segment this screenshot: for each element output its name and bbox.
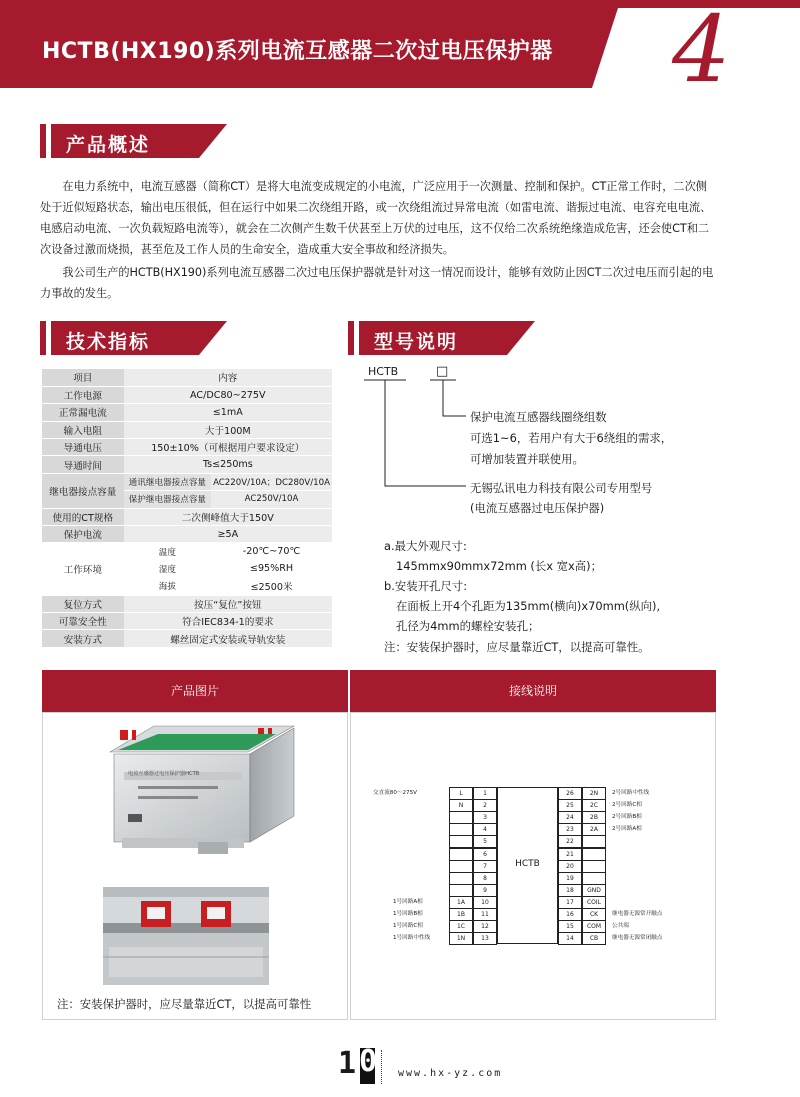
table-row: 海拔 ≤2500米 xyxy=(42,578,332,595)
note-b-label: b.安装开孔尺寸: xyxy=(384,579,468,593)
terminal-left-label xyxy=(449,835,473,848)
terminal-right-number: 19 xyxy=(558,872,582,885)
terminal-right-number: 26 xyxy=(558,787,582,800)
table-row: 保护电流 ≥5A xyxy=(42,526,332,543)
terminal-right-note: 2号回路A相 xyxy=(612,826,642,832)
terminal-left-number: 1 xyxy=(473,787,497,800)
terminal-right-label: COM xyxy=(582,920,606,933)
model-desc1-line2: 可选1~6，若用户有大于6绕组的需求， xyxy=(470,431,673,445)
terminal-right-number: 18 xyxy=(558,884,582,897)
product-photo-rail-mounted xyxy=(103,887,269,985)
spec-key: 项目 xyxy=(42,369,124,386)
terminal-left-number: 8 xyxy=(473,872,497,885)
terminal-right-note: 2号回路B相 xyxy=(612,814,642,820)
table-row: 湿度 ≤95%RH xyxy=(42,560,332,577)
terminal-right-label: CK xyxy=(582,908,606,921)
terminal-left-number: 3 xyxy=(473,811,497,824)
terminal-right-number: 22 xyxy=(558,835,582,848)
terminal-left-number: 6 xyxy=(473,848,497,861)
model-desc1-line1: 保护电流互感器线圈绕组数 xyxy=(470,410,607,424)
note-a-value: 145mmx90mmx72mm (长x 宽x高)； xyxy=(396,559,602,573)
note-c: 注：安装保护器时，应尽量靠近CT，以提高可靠性。 xyxy=(384,640,650,654)
product-caption: 注：安装保护器时，应尽量靠近CT，以提高可靠性 xyxy=(57,997,312,1011)
model-code: HCTB xyxy=(368,365,399,378)
terminal-right-label: 2C xyxy=(582,799,606,812)
terminal-right-note: 继电器无源常开触点 xyxy=(612,911,663,917)
table-row: 正常漏电流 ≤1mA xyxy=(42,404,332,421)
terminal-left-number: 12 xyxy=(473,920,497,933)
terminal-left-note: 1号回路A相 xyxy=(393,899,423,905)
terminal-center-label: HCTB xyxy=(515,859,540,869)
terminal-right-label: 2N xyxy=(582,787,606,800)
terminal-right-label: GND xyxy=(582,884,606,897)
terminal-right-number: 21 xyxy=(558,848,582,861)
section-specs-heading: 技术指标 xyxy=(40,321,240,355)
terminal-right-note: 继电器无源常闭触点 xyxy=(612,935,663,941)
terminal-left-number: 7 xyxy=(473,860,497,873)
terminal-right-note: 2号回路C相 xyxy=(612,802,642,808)
table-row: 使用的CT规格 二次侧峰值大于150V xyxy=(42,508,332,525)
chapter-number: 4 xyxy=(672,0,731,103)
page-number-digit-1: 1 xyxy=(338,1046,357,1081)
terminal-right-note: 公共端 xyxy=(612,923,629,929)
terminal-left-note: 1号回路C相 xyxy=(393,923,423,929)
terminal-right-number: 14 xyxy=(558,932,582,945)
table-row: 工作环境 温度 -20℃~70℃ xyxy=(42,543,332,560)
terminal-right-label: 2A xyxy=(582,823,606,836)
terminal-right-label: COIL xyxy=(582,896,606,909)
terminal-left-label: 1B xyxy=(449,908,473,921)
footer-divider xyxy=(381,1050,385,1084)
spec-header-row xyxy=(42,369,332,386)
table-row: 复位方式 按压“复位”按钮 xyxy=(42,595,332,612)
overview-paragraph-1: 在电力系统中，电流互感器（简称CT）是将大电流变成规定的小电流，广泛应用于一次测量、控制和保护。CT正常工作时，二次侧处于近似短路状态，输出电压很低，但在运行中如果二次绕组开路，或一次绕组流过异常电流（如雷电流、谐振过电流、电容充电电流、电感启动电流、一次负载短路电流等），就会在二次侧产生数千伏甚至上万伏的过电压，这不仅给二次系统绝缘造成危害，还会使CT和二次设备过激而烧损，甚至危及工作人员的生命安全，造成重大安全事故和经济损失。 xyxy=(40,180,712,256)
terminal-right-number: 17 xyxy=(558,896,582,909)
table-row: 导通时间 Ts≤250ms xyxy=(42,456,332,473)
terminal-left-number: 11 xyxy=(473,908,497,921)
terminal-left-label: 1A xyxy=(449,896,473,909)
product-panel-header: 产品图片 xyxy=(42,670,348,712)
note-b-value-2: 孔径为4mm的螺栓安装孔； xyxy=(396,619,540,633)
product-photo xyxy=(98,716,310,856)
spec-value: 内容 xyxy=(124,369,332,386)
terminal-right-label xyxy=(582,835,606,848)
section-model-heading: 型号说明 xyxy=(348,321,548,355)
terminal-left-label: 1N xyxy=(449,932,473,945)
device-front-label: 电流互感器过电压保护器HCTB xyxy=(128,771,200,777)
model-desc1-line3: 可增加装置并联使用。 xyxy=(470,452,584,466)
terminal-left-number: 13 xyxy=(473,932,497,945)
terminal-left-note: 1号回路中性线 xyxy=(393,935,431,941)
terminal-right-label: 2B xyxy=(582,811,606,824)
note-a-label: a.最大外观尺寸: xyxy=(384,539,467,553)
terminal-left-number: 4 xyxy=(473,823,497,836)
model-desc2-line1: 无锡弘讯电力科技有限公司专用型号 xyxy=(470,481,653,495)
page-number-block xyxy=(359,1044,378,1084)
terminal-left-number: 9 xyxy=(473,884,497,897)
spec-table xyxy=(42,369,332,648)
table-row: 输入电阻 大于100M xyxy=(42,421,332,438)
terminal-left-label: 1C xyxy=(449,920,473,933)
terminal-left-note: 1号回路B相 xyxy=(393,911,423,917)
terminal-left-label: L xyxy=(449,787,473,800)
terminal-left-number: 5 xyxy=(473,835,497,848)
table-row: 工作电源 AC/DC80~275V xyxy=(42,386,332,403)
terminal-left-number: 2 xyxy=(473,799,497,812)
table-row: 保护继电器接点容量 AC250V/10A xyxy=(42,491,332,508)
terminal-left-label: N xyxy=(449,799,473,812)
table-row: 继电器接点容量 通讯继电器接点容量 AC220V/10A；DC280V/10A xyxy=(42,473,332,490)
table-row: 导通电压 150±10%（可根据用户要求设定） xyxy=(42,439,332,456)
model-code-diagram xyxy=(360,362,480,492)
terminal-right-number: 16 xyxy=(558,908,582,921)
table-row: 安装方式 螺丝固定式安装或导轨安装 xyxy=(42,630,332,647)
page-title: HCTB(HX190)系列电流互感器二次过电压保护器 xyxy=(42,39,553,64)
note-b-value-1: 在面板上开4个孔距为135mm(横向)x70mm(纵向), xyxy=(396,599,661,613)
overview-paragraph-2: 我公司生产的HCTB(HX190)系列电流互感器二次过电压保护器就是针对这一情况而设计，能够有效防止因CT二次过电压而引起的电力事故的发生。 xyxy=(40,266,714,300)
power-supply-label: 交直流80～275V xyxy=(373,790,417,796)
table-row: 可靠安全性 符合IEC834-1的要求 xyxy=(42,612,332,629)
terminal-right-label: CB xyxy=(582,932,606,945)
terminal-right-number: 20 xyxy=(558,860,582,873)
model-box-symbol: □ xyxy=(436,364,449,379)
section-overview-heading: 产品概述 xyxy=(40,124,240,158)
website-url: www.hx-yz.com xyxy=(398,1068,503,1079)
terminal-right-number: 15 xyxy=(558,920,582,933)
model-desc2-line2: (电流互感器过电压保护器) xyxy=(470,501,605,515)
terminal-left-number: 10 xyxy=(473,896,497,909)
terminal-right-number: 25 xyxy=(558,799,582,812)
wiring-panel-header: 接线说明 xyxy=(350,670,716,712)
terminal-right-number: 23 xyxy=(558,823,582,836)
terminal-right-number: 24 xyxy=(558,811,582,824)
page-number-digit-2: 0 xyxy=(359,1044,378,1079)
terminal-right-note: 2号回路中性线 xyxy=(612,790,650,796)
